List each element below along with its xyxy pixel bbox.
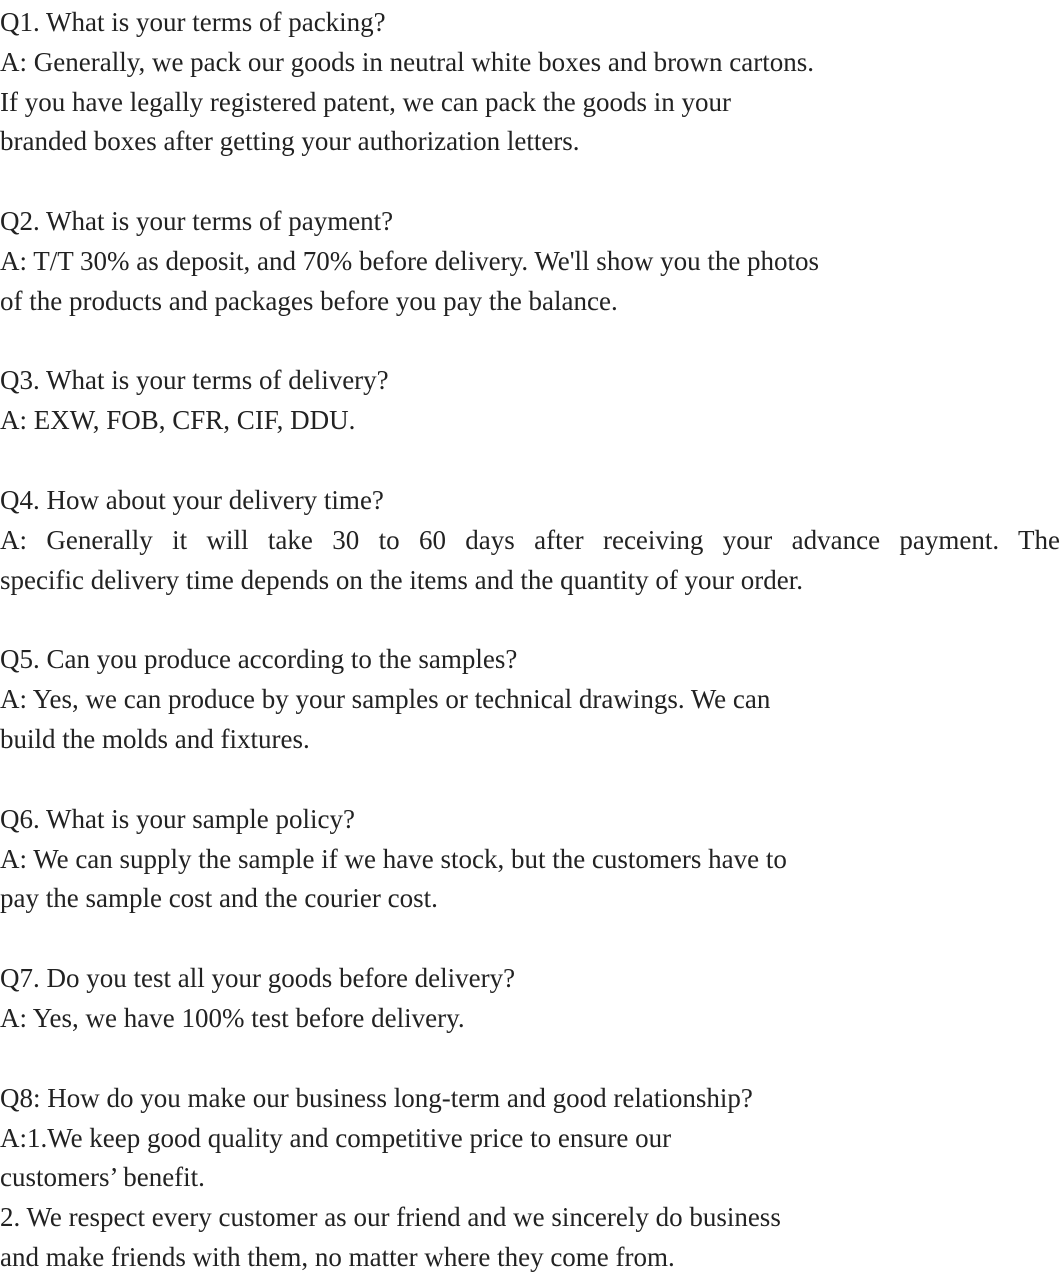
faq-question-3: Q3. What is your terms of delivery? [0, 365, 389, 395]
faq-answer-5-line-2: build the molds and fixtures. [0, 724, 310, 754]
faq-question-5: Q5. Can you produce according to the samples? [0, 644, 518, 674]
faq-question-2: Q2. What is your terms of payment? [0, 206, 394, 236]
faq-answer-7-line-1: A: Yes, we have 100% test before delivery. [0, 1003, 465, 1033]
faq-answer-1-line-3: branded boxes after getting your authorization letters. [0, 126, 580, 156]
faq-answer-8-line-4: and make friends with them, no matter where they come from. [0, 1242, 675, 1272]
faq-answer-6-line-2: pay the sample cost and the courier cost. [0, 883, 438, 913]
faq-answer-1-line-2: If you have legally registered patent, we can pack the goods in your [0, 87, 731, 117]
faq-answer-8-line-1: A:1.We keep good quality and competitive price to ensure our [0, 1123, 672, 1153]
faq-answer-3-line-1: A: EXW, FOB, CFR, CIF, DDU. [0, 405, 356, 435]
faq-answer-4-line-1: A: Generally it will take 30 to 60 days after receiving your advance payment. The [0, 525, 1060, 555]
faq-question-7: Q7. Do you test all your goods before delivery? [0, 963, 516, 993]
faq-answer-8-line-2: customers’ benefit. [0, 1162, 205, 1192]
faq-answer-4-line-2: specific delivery time depends on the items and the quantity of your order. [0, 565, 804, 595]
faq-answer-5-line-1: A: Yes, we can produce by your samples or technical drawings. We can [0, 684, 771, 714]
faq-answer-6-line-1: A: We can supply the sample if we have stock, but the customers have to [0, 844, 787, 874]
faq-answer-8-line-3: 2. We respect every customer as our friend and we sincerely do business [0, 1202, 781, 1232]
faq-question-4: Q4. How about your delivery time? [0, 485, 384, 515]
faq-answer-1-line-1: A: Generally, we pack our goods in neutral white boxes and brown cartons. [0, 47, 815, 77]
faq-answer-2-line-2: of the products and packages before you pay the balance. [0, 286, 618, 316]
faq-question-1: Q1. What is your terms of packing? [0, 7, 386, 37]
faq-question-8: Q8: How do you make our business long-term and good relationship? [0, 1083, 753, 1113]
faq-answer-2-line-1: A: T/T 30% as deposit, and 70% before delivery. We'll show you the photos [0, 246, 820, 276]
faq-question-6: Q6. What is your sample policy? [0, 804, 355, 834]
